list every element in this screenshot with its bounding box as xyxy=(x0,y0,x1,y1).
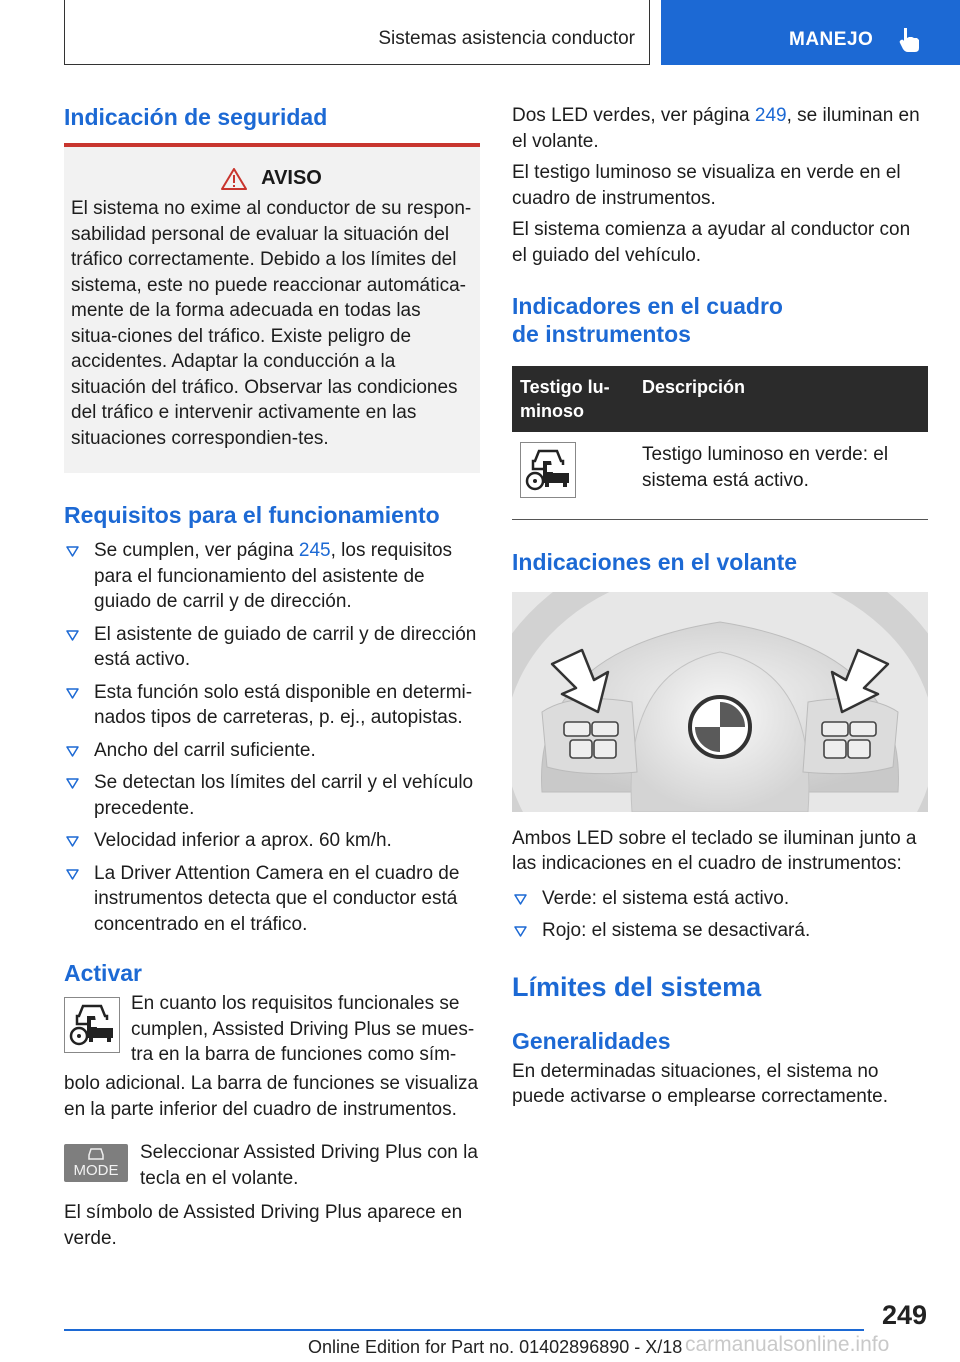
hand-pointer-icon xyxy=(899,26,921,54)
footer-rule xyxy=(64,1329,864,1331)
wheel-list xyxy=(512,886,928,944)
warning-header xyxy=(71,167,472,190)
header-tab[interactable] xyxy=(661,0,960,65)
right-column xyxy=(512,103,928,1110)
begins-text: El sistema comienza a ayudar al conductor con el guiado del vehículo. xyxy=(512,219,911,266)
requirement-item: Se cumplen, ver página 245, los requisitos para el funcionamiento del asistente de guiado de carril y de dirección. xyxy=(64,538,480,615)
requirement-item: Ancho del carril suficiente. xyxy=(64,738,480,764)
wheel-heading: Indicaciones en el volante xyxy=(512,548,798,575)
bullet-triangle-icon xyxy=(514,894,527,905)
activate-block xyxy=(64,991,480,1071)
table-header-description: Descripción xyxy=(634,366,928,432)
header-tab-label: MANEJO xyxy=(789,29,874,50)
warning-triangle-icon xyxy=(221,168,247,190)
table-cell-icon xyxy=(512,432,634,519)
green-text: El testigo luminoso se visualiza en verde en el cuadro de instrumentos. xyxy=(512,162,901,209)
assisted-driving-icon xyxy=(64,997,120,1053)
activate-text-b: bolo adicional. La barra de funciones se visualiza en la parte inferior del cuadro de instrumentos. xyxy=(64,1073,479,1120)
requirement-item: Esta función solo está disponible en determi-nados tipos de carreteras, p. ej., autopistas. xyxy=(64,680,480,731)
indicators-table xyxy=(512,366,928,520)
steering-wheel-illustration xyxy=(512,592,928,812)
table-cell-description: Testigo luminoso en verde: el sistema está activo. xyxy=(634,432,928,519)
general-text: En determinadas situaciones, el sistema no puede activarse o emplearse correctamente. xyxy=(512,1060,888,1107)
symbol-text: El símbolo de Assisted Driving Plus aparece en verde. xyxy=(64,1202,463,1249)
warning-label: AVISO xyxy=(261,167,322,189)
table-header-indicator: Testigo lu-minoso xyxy=(512,366,634,432)
page-number: 249 xyxy=(881,1300,927,1330)
warning-text: El sistema no exime al conductor de su respon-sabilidad personal de evaluar la situación del tráfico correctamente. Debido a los límites del sistema, este no puede reaccionar automática-mente de la forma adecuada en todas las situa-ciones del tráfico. Existe peligro de accidentes. Adaptar la conducción a la situación del tráfico. Observar las condiciones del tráfico e intervenir activamente en las situaciones correspondien-tes. xyxy=(71,198,472,449)
bullet-triangle-icon xyxy=(514,926,527,937)
general-heading: Generalidades xyxy=(512,1027,671,1054)
activate-text-a: En cuanto los requisitos funcionales se cumplen, Assisted Driving Plus se mues-tra en la barra de funciones como sím- xyxy=(131,993,475,1065)
assisted-driving-icon xyxy=(520,442,576,498)
requirement-item: Se detectan los límites del carril y el vehículo precedente. xyxy=(64,770,480,821)
wheel-status-item: Rojo: el sistema se desactivará. xyxy=(512,918,928,944)
led-text: Dos LED verdes, ver página 249, se iluminan en el volante. xyxy=(512,105,920,152)
table-row xyxy=(512,432,928,519)
activate-heading: Activar xyxy=(64,960,142,986)
bullet-triangle-icon xyxy=(66,546,79,557)
header-section-title: Sistemas asistencia conductor xyxy=(378,28,635,49)
steering-wheel-image xyxy=(512,592,928,812)
warning-box xyxy=(64,147,480,473)
requirement-item: El asistente de guiado de carril y de dirección está activo. xyxy=(64,622,480,673)
requirements-list xyxy=(64,538,480,937)
bullet-triangle-icon xyxy=(66,688,79,699)
wheel-status-item: Verde: el sistema está activo. xyxy=(512,886,928,912)
bullet-triangle-icon xyxy=(66,630,79,641)
bullet-triangle-icon xyxy=(66,869,79,880)
mode-block xyxy=(64,1140,480,1192)
footer-watermark: carmanualsonline.info xyxy=(685,1333,890,1356)
indicators-heading: Indicadores en el cuadro de instrumentos xyxy=(512,293,783,347)
bullet-triangle-icon xyxy=(66,836,79,847)
requirement-item: Velocidad inferior a aprox. 60 km/h. xyxy=(64,828,480,854)
car-icon xyxy=(88,1147,104,1161)
page-link-249[interactable]: 249 xyxy=(754,105,787,126)
limits-heading: Límites del sistema xyxy=(512,971,762,1002)
bullet-triangle-icon xyxy=(66,746,79,757)
footer-edition: Online Edition for Part no. 01402896890 - X/18 xyxy=(308,1337,683,1357)
requirement-item: La Driver Attention Camera en el cuadro de instrumentos detecta que el conductor está concentrado en el tráfico. xyxy=(64,861,480,938)
select-text: Seleccionar Assisted Driving Plus con la tecla en el volante. xyxy=(140,1142,478,1189)
left-column xyxy=(64,103,480,1251)
bullet-triangle-icon xyxy=(66,778,79,789)
header-section-box xyxy=(64,0,650,65)
page-link-245[interactable]: 245 xyxy=(298,540,331,561)
mode-button xyxy=(64,1144,128,1182)
both-led-text: Ambos LED sobre el teclado se iluminan junto a las indicaciones en el cuadro de instrumentos: xyxy=(512,827,917,874)
safety-heading: Indicación de seguridad xyxy=(64,104,328,130)
requirements-heading: Requisitos para el funcionamiento xyxy=(64,502,440,528)
mode-button-label: MODE xyxy=(73,1162,119,1179)
